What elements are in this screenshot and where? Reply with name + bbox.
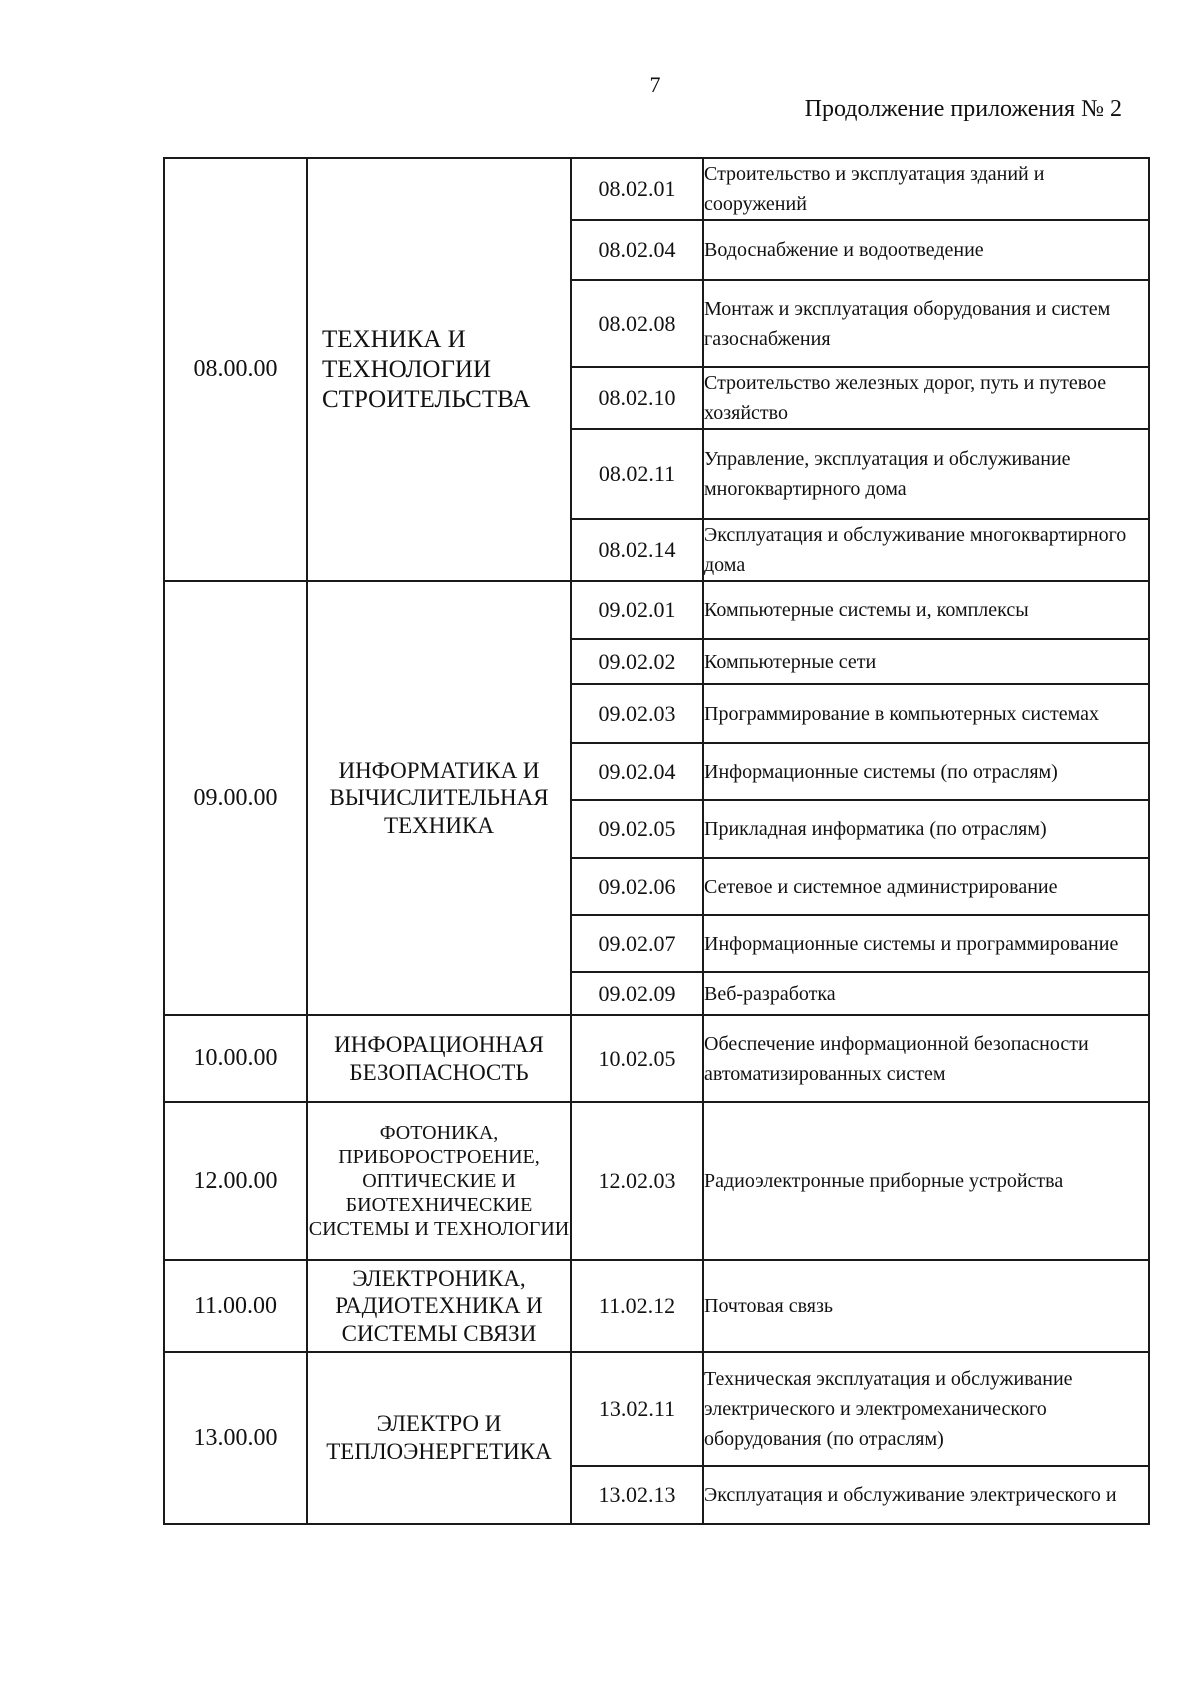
specialty-name: Эксплуатация и обслуживание электрического и (703, 1466, 1149, 1524)
specialty-code: 09.02.02 (571, 639, 703, 684)
specialty-code: 13.02.11 (571, 1352, 703, 1466)
specialty-name: Водоснабжение и водоотведение (703, 220, 1149, 280)
table-row (164, 158, 1149, 220)
appendix-header: Продолжение приложения № 2 (804, 96, 1122, 122)
table-row (164, 1260, 1149, 1352)
specialty-name: Сетевое и системное администрирование (703, 858, 1149, 915)
group-name: ФОТОНИКА, ПРИБОРОСТРОЕНИЕ, ОПТИЧЕСКИЕ И БИОТЕХНИЧЕСКИЕ СИСТЕМЫ И ТЕХНОЛОГИИ (307, 1102, 571, 1260)
specialty-code: 09.02.03 (571, 684, 703, 743)
specialty-code: 08.02.10 (571, 367, 703, 429)
specialty-name: Эксплуатация и обслуживание многоквартирного дома (703, 519, 1149, 581)
specialty-name: Информационные системы (по отраслям) (703, 743, 1149, 800)
specialty-code: 12.02.03 (571, 1102, 703, 1260)
specialty-name: Управление, эксплуатация и обслуживание многоквартирного дома (703, 429, 1149, 519)
table-row (164, 1102, 1149, 1260)
specialty-name: Информационные системы и программирование (703, 915, 1149, 972)
specialty-name: Программирование в компьютерных системах (703, 684, 1149, 743)
specialty-name: Почтовая связь (703, 1260, 1149, 1352)
specialty-code: 09.02.09 (571, 972, 703, 1015)
specialty-name: Радиоэлектронные приборные устройства (703, 1102, 1149, 1260)
group-name: ИНФОРАЦИОННАЯ БЕЗОПАСНОСТЬ (307, 1015, 571, 1102)
group-code: 09.00.00 (164, 581, 307, 1015)
specialty-code: 09.02.01 (571, 581, 703, 639)
specialty-name: Монтаж и эксплуатация оборудования и систем газоснабжения (703, 280, 1149, 367)
group-code: 10.00.00 (164, 1015, 307, 1102)
specialty-code: 09.02.06 (571, 858, 703, 915)
group-name: ТЕХНИКА И ТЕХНОЛОГИИ СТРОИТЕЛЬСТВА (307, 158, 571, 581)
table-row (164, 1352, 1149, 1466)
specialty-code: 09.02.04 (571, 743, 703, 800)
specialty-name: Обеспечение информационной безопасности автоматизированных систем (703, 1015, 1149, 1102)
group-code: 13.00.00 (164, 1352, 307, 1524)
page-number: 7 (649, 72, 661, 97)
specialty-code: 08.02.04 (571, 220, 703, 280)
specialty-code: 09.02.05 (571, 800, 703, 858)
group-name: ЭЛЕКТРО И ТЕПЛОЭНЕРГЕТИКА (307, 1352, 571, 1524)
group-name: ИНФОРМАТИКА И ВЫЧИСЛИТЕЛЬНАЯ ТЕХНИКА (307, 581, 571, 1015)
specialty-code: 08.02.08 (571, 280, 703, 367)
specialty-code: 08.02.11 (571, 429, 703, 519)
specialty-code: 09.02.07 (571, 915, 703, 972)
specialty-name: Техническая эксплуатация и обслуживание электрического и электромеханического оборудования (по отраслям) (703, 1352, 1149, 1466)
group-name: ЭЛЕКТРОНИКА, РАДИОТЕХНИКА И СИСТЕМЫ СВЯЗИ (307, 1260, 571, 1352)
specialty-code: 13.02.13 (571, 1466, 703, 1524)
specialty-code: 08.02.01 (571, 158, 703, 220)
specialty-name: Прикладная информатика (по отраслям) (703, 800, 1149, 858)
specialty-name: Строительство железных дорог, путь и путевое хозяйство (703, 367, 1149, 429)
specialty-name: Строительство и эксплуатация зданий и сооружений (703, 158, 1149, 220)
group-code: 12.00.00 (164, 1102, 307, 1260)
specialty-name: Веб-разработка (703, 972, 1149, 1015)
table-row (164, 581, 1149, 639)
table-row (164, 1015, 1149, 1102)
specialties-table (163, 157, 1150, 1525)
group-code: 08.00.00 (164, 158, 307, 581)
specialty-code: 11.02.12 (571, 1260, 703, 1352)
specialty-name: Компьютерные сети (703, 639, 1149, 684)
specialty-code: 10.02.05 (571, 1015, 703, 1102)
specialty-code: 08.02.14 (571, 519, 703, 581)
specialty-name: Компьютерные системы и, комплексы (703, 581, 1149, 639)
group-code: 11.00.00 (164, 1260, 307, 1352)
